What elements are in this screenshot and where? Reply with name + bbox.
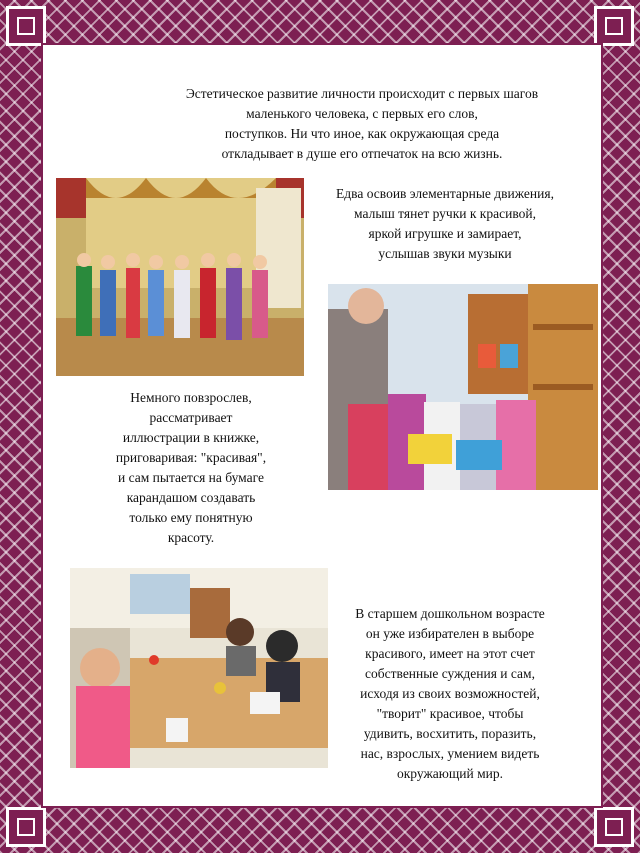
first-paragraph: Едва освоив элементарные движения, малыш тянет ручки к красивой, яркой игрушке и замирает, услышав звуки музыки — [336, 186, 554, 261]
second-paragraph: Немного повзрослев, рассматривает иллюстрации в книжке, приговаривая: "красивая", и сам пытается на бумаге карандашом создавать только ему понятную красоту. — [115, 390, 267, 545]
frame-corner-top-left — [6, 6, 46, 46]
intro-paragraph: Эстетическое развитие личности происходит с первых шагов маленького человека, с первых его слов, поступков. Ни что иное, как окружающая среда откладывает в душе его отпечаток на всю жизнь. — [185, 86, 539, 161]
frame-corner-bottom-right — [594, 807, 634, 847]
painting-children-photo — [70, 568, 328, 768]
stage-performance-photo — [56, 178, 304, 376]
third-paragraph: В старшем дошкольном возрасте он уже избирателен в выборе красивого, имеет на этот счет собственные суждения и сам, исходя из своих возможностей, "творит" красивое, чтобы удивить, восхитить, поразить, нас, взрослых, умением видеть окружающий мир. — [355, 606, 545, 781]
frame-corner-bottom-left — [6, 807, 46, 847]
content-area — [46, 48, 598, 803]
frame-corner-top-right — [594, 6, 634, 46]
reading-books-photo — [328, 284, 598, 490]
